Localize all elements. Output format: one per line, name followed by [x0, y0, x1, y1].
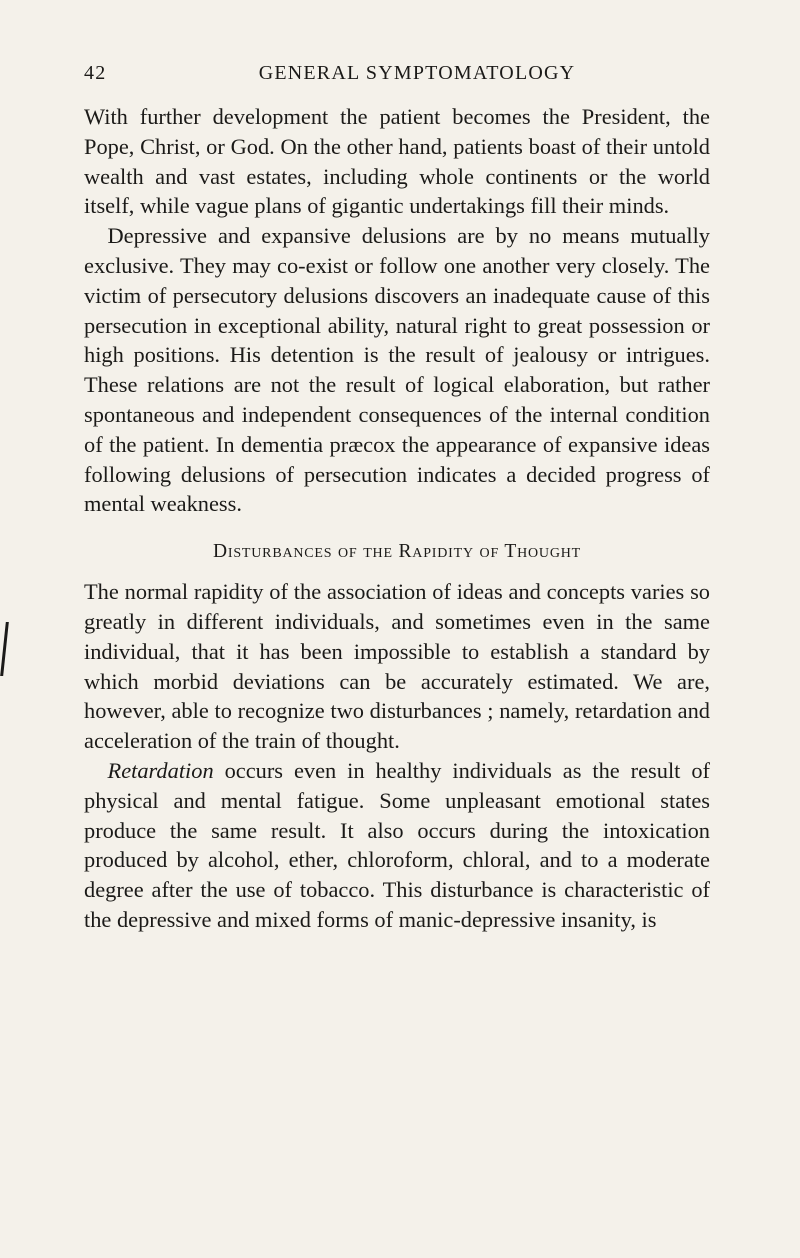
paragraph-1: With further development the patient becomes the President, the Pope, Christ, or God. On the other hand, patients boast of their untold wealth and vast estates, including whole continents or the world itself, while vague plans of gigantic undertakings fill their minds.	[84, 104, 710, 219]
book-page	[84, 56, 710, 935]
italic-term: Retardation	[107, 757, 214, 783]
body-text	[84, 102, 710, 935]
paragraph-4-text: occurs even in healthy individuals as the result of physical and mental fatigue. Some unpleasant emotional states produce the same result. It also occurs during the intoxication produced by alcohol, ether, chloroform, chloral, and to a moderate degree after the use of tobacco. This disturbance is characteristic of the depressive and mixed forms of manic-depressive insanity, is	[84, 757, 710, 932]
paragraph-2: Depressive and expansive delusions are by no means mutually exclusive. They may co-exist or follow one another very closely. The victim of persecutory delusions discovers an inadequate cause of this persecution in exceptional ability, natural right to great possession or high positions. His detention is the result of jealousy or intrigues. These relations are not the result of logical elaboration, but rather spontaneous and independent consequences of the internal condition of the patient. In dementia præcox the appearance of expansive ideas following delusions of persecution indicates a decided progress of mental weakness.	[84, 223, 710, 517]
running-head	[84, 56, 710, 90]
page-number: 42	[84, 62, 107, 84]
running-title: GENERAL SYMPTOMATOLOGY	[258, 62, 576, 84]
paragraph-4	[84, 756, 710, 935]
margin-mark	[0, 622, 9, 676]
paragraph-3: The normal rapidity of the association of ideas and concepts varies so greatly in different individuals, and sometimes even in the same individual, that it has been impossible to establish a standard by which morbid deviations can be accurately estimated. We are, however, able to recognize two disturbances ; namely, retardation and acceleration of the train of thought.	[84, 579, 710, 754]
section-heading: Disturbances of the Rapidity of Thought	[212, 541, 581, 563]
